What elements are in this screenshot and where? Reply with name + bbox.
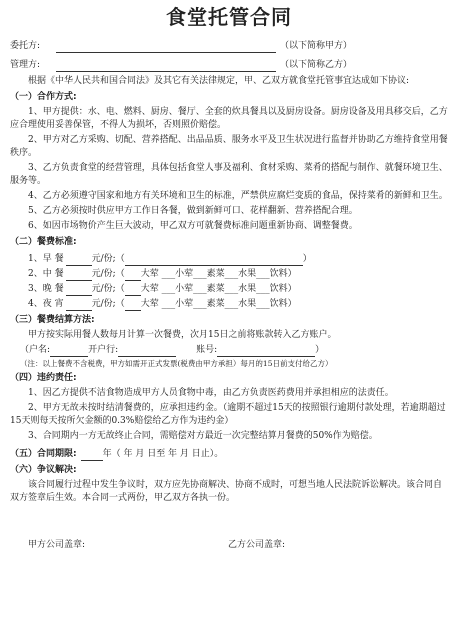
meal-detail-field[interactable] xyxy=(125,255,303,266)
party-a-label: 委托方: xyxy=(10,41,41,51)
section-2-heading: （二）餐费标准: xyxy=(10,237,77,247)
detail-close: ） xyxy=(287,299,297,309)
detail-close: ） xyxy=(287,284,297,294)
settlement-text: 甲方按实际用餐人数每月计算一次餐费，次月15日之前将账款转入乙方账户。 xyxy=(28,330,337,340)
section-1-item: 6、如因市场物价产生巨大波动，甲乙双方可就餐费标准问题重新协商、调整餐费。 xyxy=(28,221,358,231)
detail-open: （ xyxy=(115,269,125,279)
section-1-item: 3、乙方负责食堂的经营管理，具体包括食堂人事及福利、食材采购、菜肴的搭配与制作、就餐环境卫生、服务等。 xyxy=(10,163,448,186)
meal-name: 中 餐 xyxy=(42,269,64,279)
section-1-item: 2、甲方对乙方采购、切配、营养搭配、出品品质、服务水平及卫生状况进行监督并协助乙方维持食堂用餐秩序。 xyxy=(10,135,448,158)
meal-price-field[interactable] xyxy=(66,300,92,311)
section-6-heading: （六）争议解决: xyxy=(10,465,77,475)
price-unit: 元/份; xyxy=(91,254,116,264)
account-name-field[interactable] xyxy=(50,346,88,357)
meal-num: 2、 xyxy=(28,269,43,279)
meal-row-night-snack xyxy=(10,296,448,311)
meal-num: 3、 xyxy=(28,284,43,294)
party-b-name-field[interactable] xyxy=(56,59,276,72)
section-4-item: 1、因乙方提供不洁食物造成甲方人员食物中毒，由乙方负责医药费用并承担相应的法责任。 xyxy=(28,388,394,398)
meal-row-dinner xyxy=(10,281,448,296)
meal-name: 晚 餐 xyxy=(42,284,64,294)
party-b-note: （以下简称乙方） xyxy=(280,60,353,70)
section-1-item: 4、乙方必须遵守国家和地方有关环境和卫生的标准，严禁供应腐烂变质的食品，保持菜肴的新鲜和卫生。 xyxy=(28,191,448,201)
account-row xyxy=(10,342,448,357)
dispute-text: 该合同履行过程中发生争议时，双方应先协商解决、协商不成时，可想当地人民法院诉讼解决。该合同自双方签章后生效。本合同一式两份，甲乙双方各执一份。 xyxy=(10,480,443,503)
price-unit: 元/份; xyxy=(91,299,116,309)
meal-name: 早 餐 xyxy=(42,254,64,264)
detail-close: ） xyxy=(287,269,297,279)
party-b-seal-label: 乙方公司盖章: xyxy=(228,540,286,550)
meal-price-field[interactable] xyxy=(66,255,92,266)
meal-row-lunch xyxy=(10,266,448,281)
party-a-name-field[interactable] xyxy=(56,40,276,53)
price-unit: 元/份; xyxy=(91,284,116,294)
section-4-item: 3、合同期内一方无故终止合同，需赔偿对方最近一次完整结算月餐费的50%作为赔偿。 xyxy=(28,431,378,441)
section-5-heading: （五）合同期限: xyxy=(10,449,77,459)
meal-row-breakfast xyxy=(10,251,448,266)
settlement-note: （注：以上餐费不含税费，甲方如需开正式发票(税费由甲方承担）每月的15日前支付给乙方） xyxy=(20,359,333,368)
detail-open: （ xyxy=(115,254,125,264)
section-5-row xyxy=(10,446,448,461)
signature-row xyxy=(10,539,448,552)
meal-detail-text: 大荤 ___小荤___素菜___水果___饮料 xyxy=(140,284,288,294)
party-a-row xyxy=(10,36,448,53)
paren-open: （ xyxy=(20,345,30,355)
meal-num: 1、 xyxy=(28,254,43,264)
section-1-item: 1、甲方提供：水、电、燃料、厨房、餐厅、全套的炊具餐具以及厨房设备。厨房设备及用具移交后，乙方应合理使用妥善保管，不得人为损坏，否则照价赔偿。 xyxy=(10,107,448,130)
preamble: 根据《中华人民共和国合同法》及其它有关法律规定，甲、乙双方就食堂托管事宜达成如下协议: xyxy=(28,76,410,86)
section-4-item: 2、甲方无故未按时结清餐费的，应承担违约金。（逾期不超过15天的按照银行逾期付款处理，若逾期超过15天则每天按所欠金额的0.3%赔偿给乙方作为违约金） xyxy=(10,403,446,426)
detail-open: （ xyxy=(115,284,125,294)
detail-close: ） xyxy=(302,254,312,264)
price-unit: 元/份; xyxy=(91,269,116,279)
term-years-field[interactable] xyxy=(81,450,103,461)
account-name-label: 户名: xyxy=(29,345,51,355)
account-no-label: 账号: xyxy=(196,345,218,355)
meal-num: 4、 xyxy=(28,299,43,309)
detail-open: （ xyxy=(115,299,125,309)
party-b-label: 管理方: xyxy=(10,60,41,70)
bank-field[interactable] xyxy=(118,346,176,357)
section-1-item: 5、乙方必须按时供应甲方工作日各餐，做到新鲜可口、花样翻新、营养搭配合理。 xyxy=(28,206,358,216)
paren-close: ） xyxy=(315,345,325,355)
section-4-heading: （四）违约责任: xyxy=(10,373,77,383)
detail-blank[interactable] xyxy=(125,300,141,311)
bank-label: 开户行: xyxy=(88,345,119,355)
detail-blank[interactable] xyxy=(125,285,141,296)
party-b-row xyxy=(10,55,448,72)
contract-title: 食堂托管合同 xyxy=(166,5,292,29)
meal-detail-text: 大荤 ___小荤___素菜___水果___饮料 xyxy=(140,269,288,279)
meal-price-field[interactable] xyxy=(66,270,92,281)
party-a-note: （以下简称甲方） xyxy=(280,41,353,51)
section-3-heading: （三）餐费结算方法: xyxy=(10,315,95,325)
party-a-seal-label: 甲方公司盖章: xyxy=(28,540,86,550)
meal-detail-text: 大荤 ___小荤___素菜___水果___饮料 xyxy=(140,299,288,309)
meal-price-field[interactable] xyxy=(66,285,92,296)
account-no-field[interactable] xyxy=(217,346,315,357)
term-text: 年（ 年 月 日至 年 月 日止）。 xyxy=(102,449,224,459)
detail-blank[interactable] xyxy=(125,270,141,281)
section-1-heading: （一）合作方式: xyxy=(10,92,77,102)
meal-name: 夜 宵 xyxy=(42,299,64,309)
